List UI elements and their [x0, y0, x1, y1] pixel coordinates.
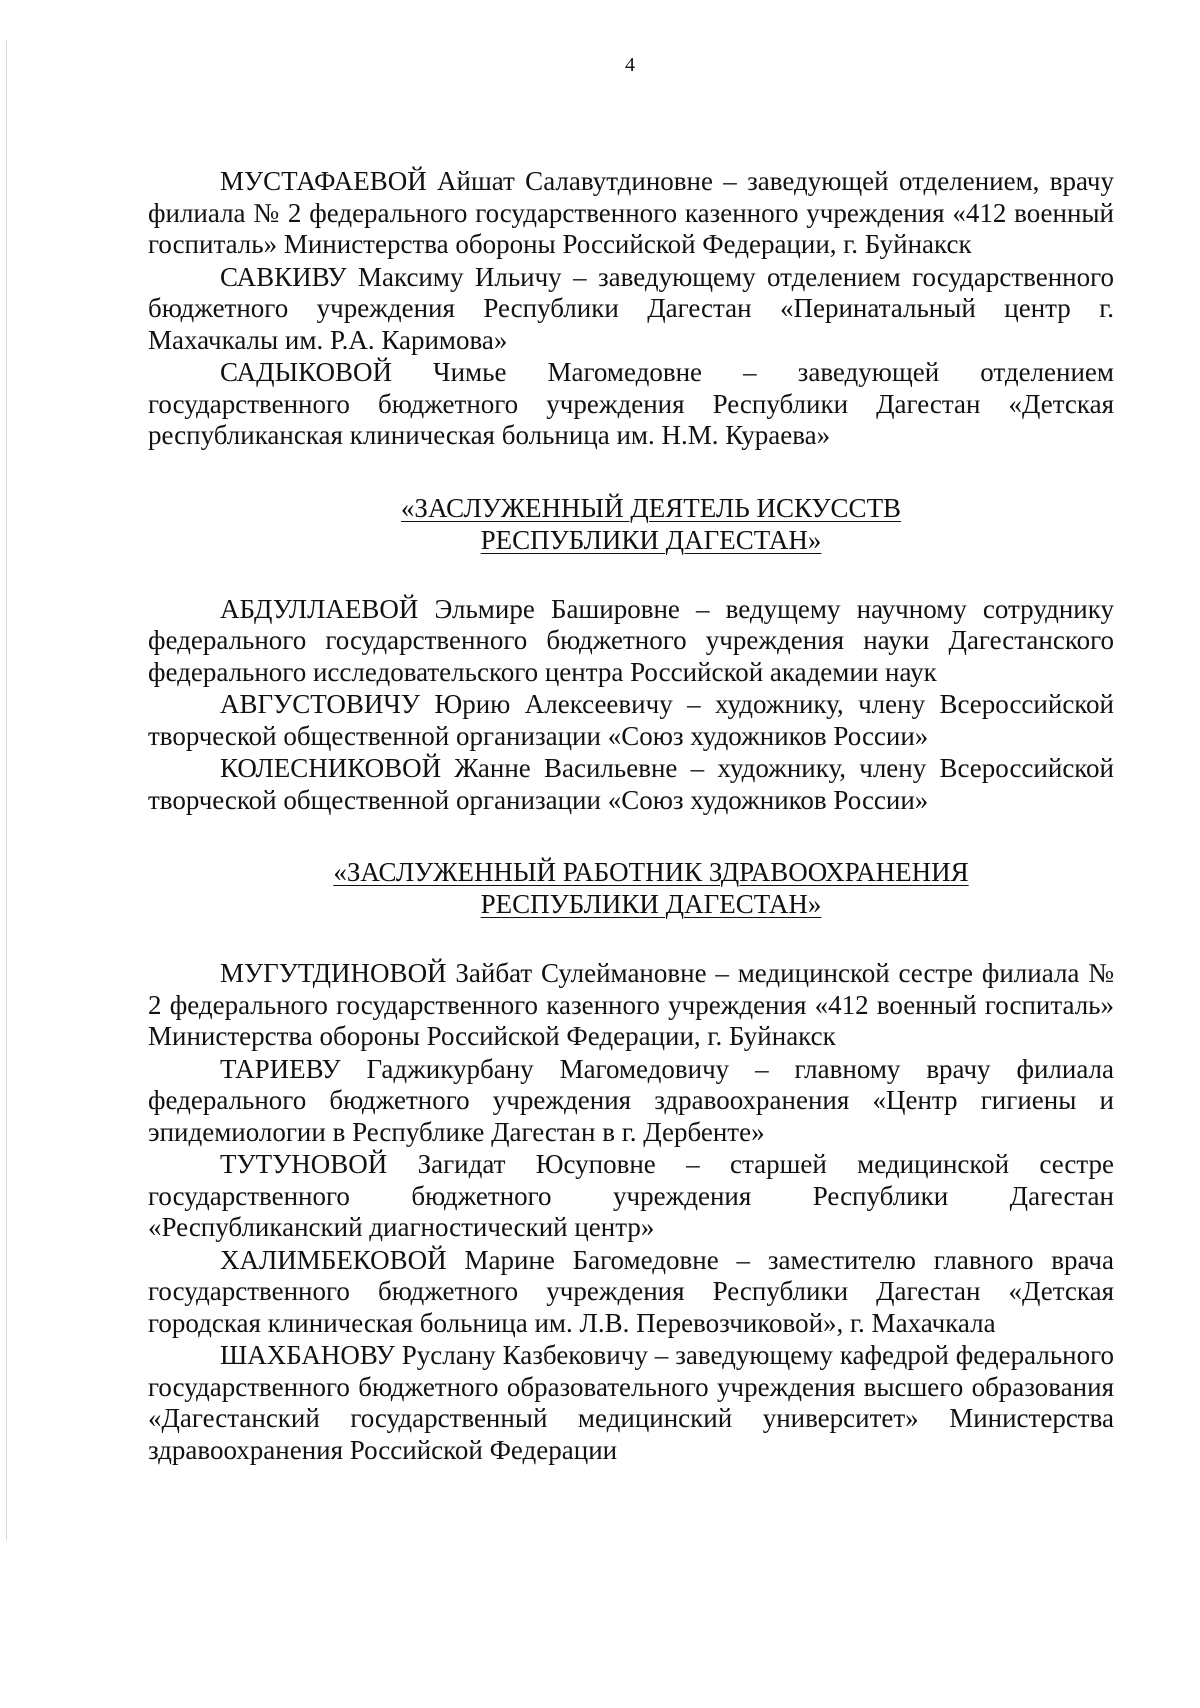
- award-entry: КОЛЕСНИКОВОЙ Жанне Васильевне – художнику, члену Всероссийской творческой общественной организации «Союз художников России»: [148, 753, 1114, 815]
- section-heading-line: «ЗАСЛУЖЕННЫЙ ДЕЯТЕЛЬ ИСКУССТВ: [400, 492, 902, 523]
- page-number: 4: [625, 54, 635, 76]
- award-entry: САДЫКОВОЙ Чимье Магомедовне – заведующей отделением государственного бюджетного учреждения Республики Дагестан «Детская республиканская клиническая больница им. Н.М. Кураева»: [148, 357, 1114, 450]
- scan-edge-line: [6, 40, 7, 1540]
- section-heading-line: «ЗАСЛУЖЕННЫЙ РАБОТНИК ЗДРАВООХРАНЕНИЯ: [333, 857, 969, 887]
- section-heading: [148, 492, 1114, 556]
- award-entry: ХАЛИМБЕКОВОЙ Марине Багомедовне – заместителю главного врача государственного бюджетного учреждения Республики Дагестан «Детская городская клиническая больница им. Л.В. Перевозчиковой», г. Махачкала: [148, 1244, 1114, 1338]
- section-heading-line: РЕСПУБЛИКИ ДАГЕСТАН»: [480, 889, 822, 919]
- award-entry: ШАХБАНОВУ Руслану Казбековичу – заведующему кафедрой федерального государственного бюджетного образовательного учреждения высшего образования «Дагестанский государственный медицинский университет» Министерства здравоохранения Российской Федерации: [148, 1340, 1114, 1465]
- document-body: [148, 166, 1114, 1467]
- award-entry: АВГУСТОВИЧУ Юрию Алексеевичу – художнику, члену Всероссийской творческой общественной организации «Союз художников России»: [148, 689, 1114, 751]
- section-healthcare: [148, 856, 1114, 1466]
- award-entry: ТУТУНОВОЙ Загидат Юсуповне – старшей медицинской сестре государственного бюджетного учреждения Республики Дагестан «Республиканский диагностический центр»: [148, 1149, 1114, 1242]
- award-entry: МУСТАФАЕВОЙ Айшат Салавутдиновне – заведующей отделением, врачу филиала № 2 федерального государственного казенного учреждения «412 военный госпиталь» Министерства обороны Российской Федерации, г. Буйнакск: [148, 166, 1114, 259]
- section-heading: [148, 856, 1114, 920]
- award-entry: АБДУЛЛАЕВОЙ Эльмире Башировне – ведущему научному сотруднику федерального государственного бюджетного учреждения науки Дагестанского федерального исследовательского центра Российской академии наук: [148, 593, 1114, 687]
- award-entry: МУГУТДИНОВОЙ Зайбат Сулеймановне – медицинской сестре филиала № 2 федерального государственного казенного учреждения «412 военный госпиталь» Министерства обороны Российской Федерации, г. Буйнакск: [148, 958, 1114, 1051]
- section-arts: [148, 492, 1114, 817]
- entries-continued: [148, 166, 1114, 452]
- section-heading-line: РЕСПУБЛИКИ ДАГЕСТАН»: [480, 524, 822, 555]
- award-entry: САВКИВУ Максиму Ильичу – заведующему отделением государственного бюджетного учреждения Республики Дагестан «Перинатальный центр г. Махачкалы им. Р.А. Каримова»: [148, 261, 1114, 355]
- award-entry: ТАРИЕВУ Гаджикурбану Магомедовичу – главному врачу филиала федерального бюджетного учреждения здравоохранения «Центр гигиены и эпидемиологии в Республике Дагестан в г. Дербенте»: [148, 1053, 1114, 1147]
